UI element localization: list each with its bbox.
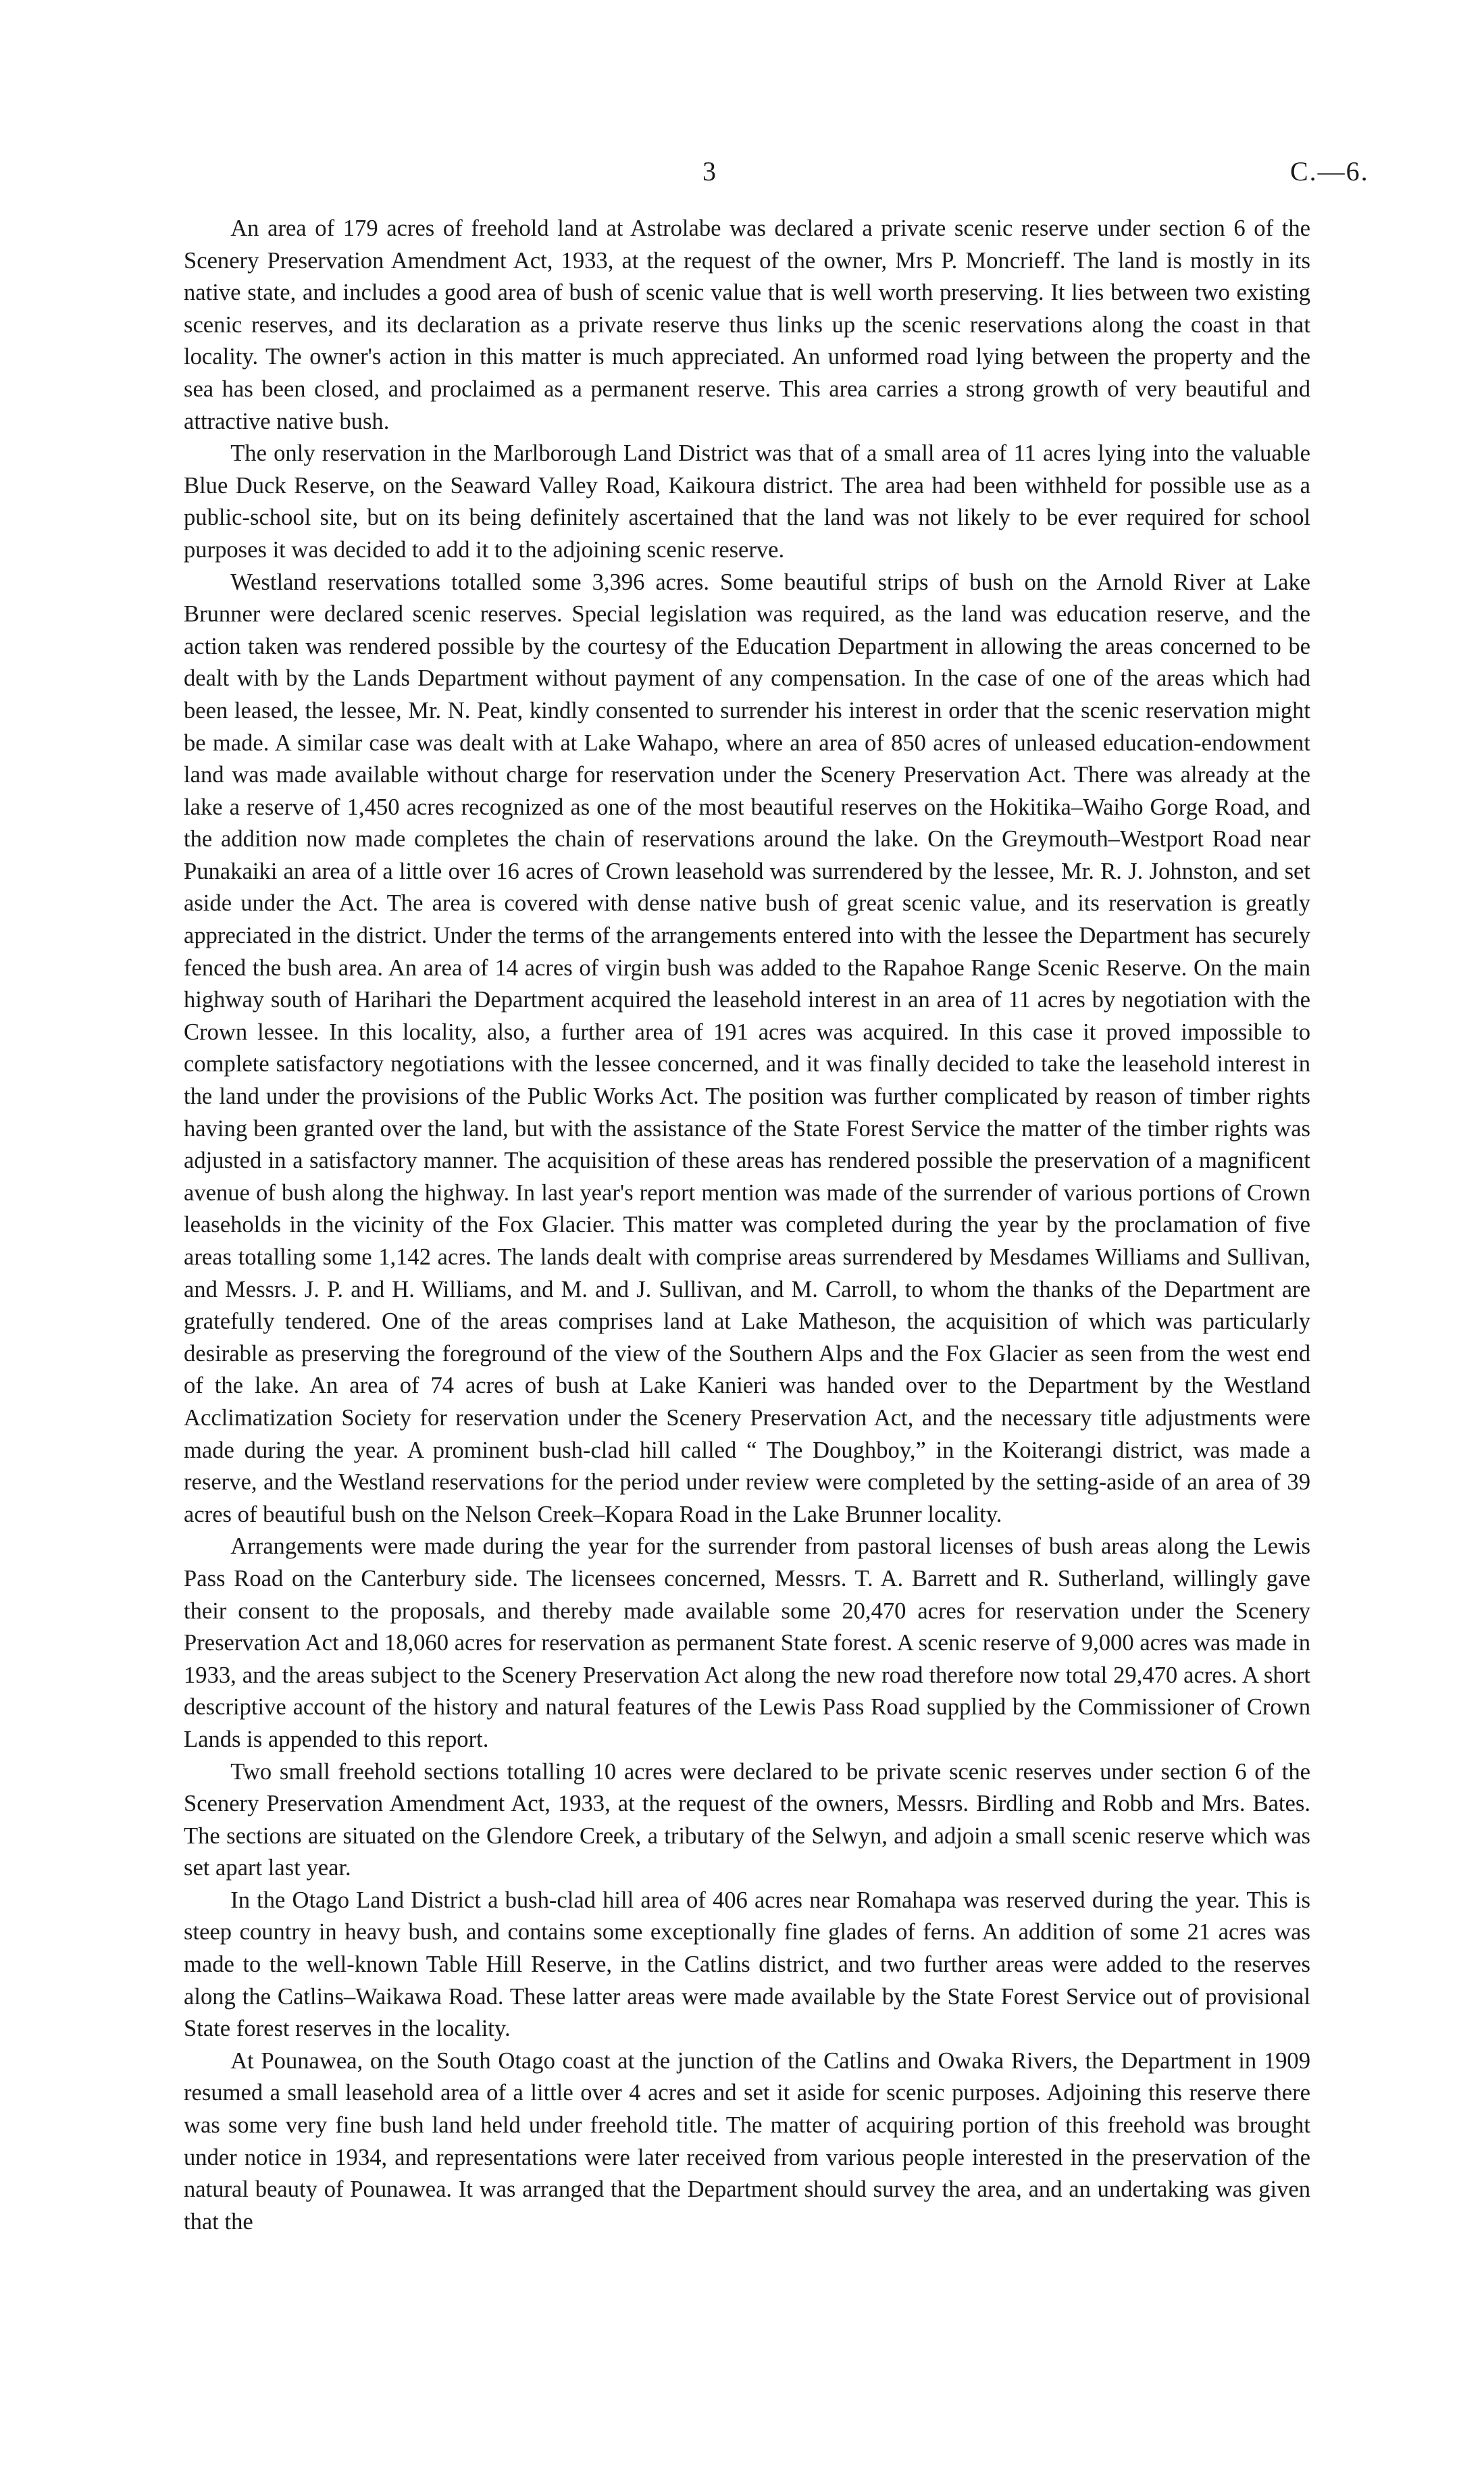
paragraph-lewis-pass: Arrangements were made during the year for the surrender from pastoral licenses of bush areas along the Lewis Pass Road on the Canterbury side. The licensees concerned, Messrs. T. A. Barrett and R. Sutherland, willingly gave their consent to the proposals, and thereby made available some 20,470 acres for reservation under the Scenery Preservation Act and 18,060 acres for reservation as permanent State forest. A scenic reserve of 9,000 acres was made in 1933, and the areas subject to the Scenery Preservation Act along the new road therefore now total 29,470 acres. A short descriptive account of the history and natural features of the Lewis Pass Road supplied by the Commissioner of Crown Lands is appended to this report. — [184, 1533, 1310, 1752]
paragraph-otago: In the Otago Land District a bush-clad hill area of 406 acres near Romahapa was reserved during the year. This is steep country in heavy bush, and contains some exceptionally fine glades of ferns. An addition of some 21 acres was made to the well-known Table Hill Reserve, in the Catlins district, and two further areas were added to the reserves along the Catlins–Waikawa Road. These latter areas were made available by the State Forest Service out of provisional State forest reserves in the locality. — [184, 1887, 1310, 2042]
paragraph-pounawea: At Pounawea, on the South Otago coast at the junction of the Catlins and Owaka Rivers, the Department in 1909 resumed a small leasehold area of a little over 4 acres and set it aside for scenic purposes. Adjoining this reserve there was some very fine bush land held under freehold title. The matter of acquiring portion of this freehold was brought under notice in 1934, and representations were later received from various people interested in the preservation of the natural beauty of Pounawea. It was arranged that the Department should survey the area, and an undertaking was given that the — [184, 2047, 1310, 2235]
paragraph-westland: Westland reservations totalled some 3,396 acres. Some beautiful strips of bush on the Arnold River at Lake Brunner were declared scenic reserves. Special legislation was required, as the land was education reserve, and the action taken was rendered possible by the courtesy of the Education Department in allowing the areas concerned to be dealt with by the Lands Department without payment of any compensation. In the case of one of the areas which had been leased, the lessee, Mr. N. Peat, kindly consented to surrender his interest in order that the scenic reservation might be made. A similar case was dealt with at Lake Wahapo, where an area of 850 acres of unleased education-endowment land was made available without charge for reservation under the Scenery Preservation Act. There was already at the lake a reserve of 1,450 acres recognized as one of the most beautiful reserves on the Hokitika–Waiho Gorge Road, and the addition now made completes the chain of reservations around the lake. On the Greymouth–Westport Road near Punakaiki an area of a little over 16 acres of Crown leasehold was surrendered by the lessee, Mr. R. J. Johnston, and set aside under the Act. The area is covered with dense native bush of great scenic value, and its reservation is greatly appreciated in the district. Under the terms of the arrangements entered into with the lessee the Department has securely fenced the bush area. An area of 14 acres of virgin bush was added to the Rapahoe Range Scenic Reserve. On the main highway south of Harihari the Department acquired the leasehold interest in an area of 11 acres by negotiation with the Crown lessee. In this locality, also, a further area of 191 acres was acquired. In this case it proved impossible to complete satisfactory negotiations with the lessee concerned, and it was finally decided to take the leasehold interest in the land under the provisions of the Public Works Act. The position was further complicated by reason of timber rights having been granted over the land, but with the assistance of the State Forest Service the matter of the timber rights was adjusted in a satisfactory manner. The acquisition of these areas has rendered possible the preservation of a magnificent avenue of bush along the highway. In last year's report mention was made of the surrender of various portions of Crown leaseholds in the vicinity of the Fox Glacier. This matter was completed during the year by the proclamation of five areas totalling some 1,142 acres. The lands dealt with comprise areas surrendered by Mesdames Williams and Sullivan, and Messrs. J. P. and H. Williams, and M. and J. Sullivan, and M. Carroll, to whom the thanks of the Department are gratefully tendered. One of the areas comprises land at Lake Matheson, the acquisition of which was particularly desirable as preserving the foreground of the view of the Southern Alps and the Fox Glacier as seen from the west end of the lake. An area of 74 acres of bush at Lake Kanieri was handed over to the Department by the Westland Acclimatization Society for reservation under the Scenery Preservation Act, and the necessary title adjustments were made during the year. A prominent bush-clad hill called “ The Doughboy,” in the Koiterangi district, was made a reserve, and the Westland reservations for the period under review were completed by the setting-aside of an area of 39 acres of beautiful bush on the Nelson Creek–Kopara Road in the Lake Brunner locality. — [184, 569, 1310, 1527]
paragraph-glendore-creek: Two small freehold sections totalling 10 acres were declared to be private scenic reserves under section 6 of the Scenery Preservation Amendment Act, 1933, at the request of the owners, Messrs. Birdling and Robb and Mrs. Bates. The sections are situated on the Glendore Creek, a tributary of the Selwyn, and adjoin a small scenic reserve which was set apart last year. — [184, 1758, 1310, 1881]
page-number: 3 — [702, 156, 716, 186]
paragraph-astrolabe: An area of 179 acres of freehold land at Astrolabe was declared a private scenic reserve under section 6 of the Scenery Preservation Amendment Act, 1933, at the request of the owner, Mrs P. Moncrieff. The land is mostly in its native state, and includes a good area of bush of scenic value that is well worth preserving. It lies between two existing scenic reserves, and its declaration as a private reserve thus links up the scenic reservations along the coast in that locality. The owner's action in this matter is much appreciated. An unformed road lying between the property and the sea has been closed, and proclaimed as a permanent reserve. This area carries a strong growth of very beautiful and attractive native bush. — [184, 215, 1310, 434]
page-header — [0, 155, 1484, 196]
body-text — [184, 213, 1310, 2238]
document-reference: C.—6. — [1290, 156, 1369, 186]
paragraph-marlborough: The only reservation in the Marlborough Land District was that of a small area of 11 acres lying into the valuable Blue Duck Reserve, on the Seaward Valley Road, Kaikoura district. The area had been withheld for possible use as a public-school site, but on its being definitely ascertained that the land was not likely to be ever required for school purposes it was decided to add it to the adjoining scenic reserve. — [184, 440, 1310, 563]
